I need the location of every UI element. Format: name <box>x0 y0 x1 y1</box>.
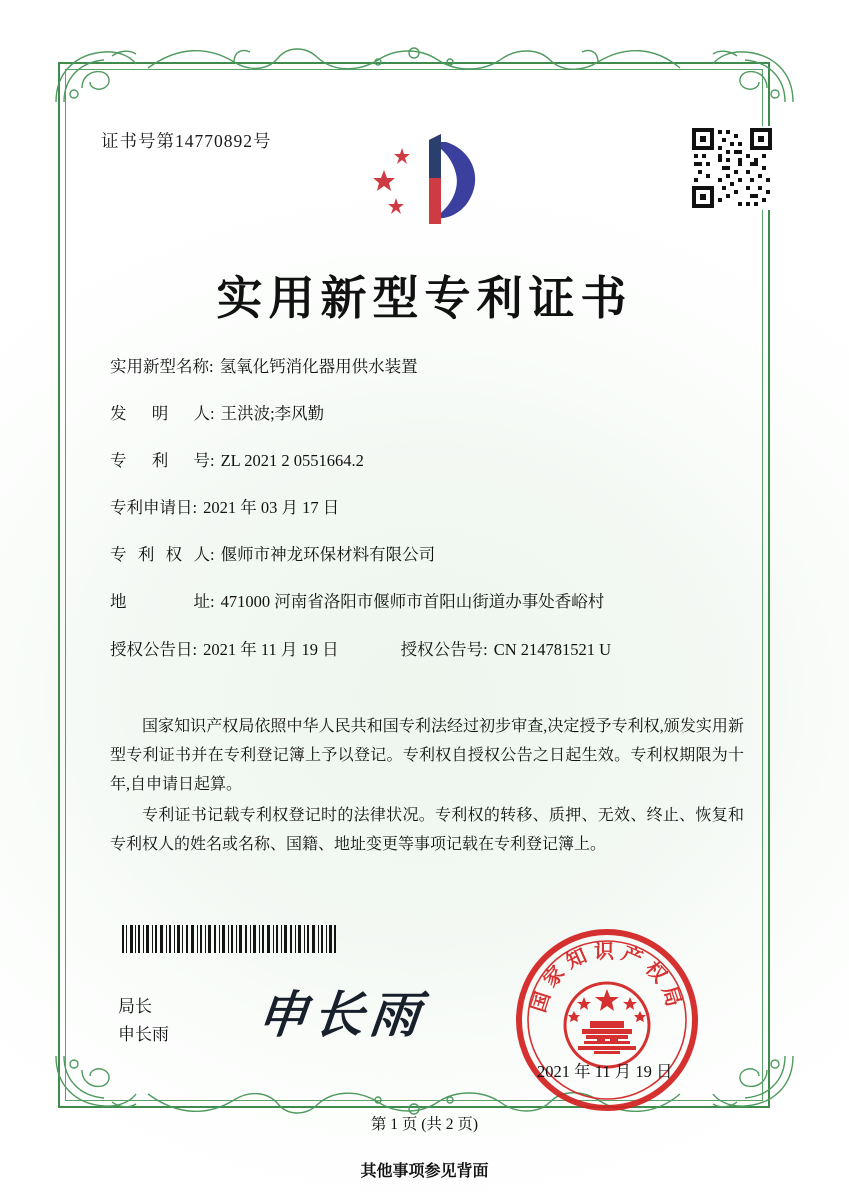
field-row-inventor <box>110 402 750 425</box>
field-value-grant-number: CN 214781521 U <box>493 639 612 659</box>
field-value-inventor: 王洪波;李风勤 <box>220 404 325 424</box>
field-label-address: 地址 <box>110 592 210 612</box>
certificate-number: 证书号第14770892号 <box>101 131 272 151</box>
official-seal <box>512 925 702 1115</box>
director-name: 申长雨 <box>118 1025 169 1044</box>
page-title: 实用新型专利证书 <box>216 271 633 325</box>
qr-code-icon <box>690 126 774 210</box>
field-label-application-date: 专利申请日: <box>110 498 198 518</box>
field-list <box>110 355 750 685</box>
field-value-patentee: 偃师市神龙环保材料有限公司 <box>220 545 436 565</box>
field-value-application-date: 2021 年 03 月 17 日 <box>203 498 340 518</box>
top-scroll-ornament <box>138 42 690 76</box>
paragraph-2: 专利证书记载专利权登记时的法律状况。专利权的转移、质押、无效、终止、恢复和专利权人的姓名或名称、国籍、地址变更等事项记载在专利登记簿上。 <box>110 807 744 853</box>
seal-date: 2021 年 11 月 19 日 <box>537 1062 673 1081</box>
field-row-patent-number <box>110 449 750 472</box>
field-label-inventor: 发明人 <box>110 404 210 424</box>
paragraph-1: 国家知识产权局依照中华人民共和国专利法经过初步审查,决定授予专利权,颁发实用新型专利证书并在专利登记簿上予以登记。专利权自授权公告之日起生效。专利权期限为十年,自申请日起算。 <box>110 718 744 793</box>
barcode <box>122 925 336 953</box>
field-colon-inventor: : <box>210 404 215 424</box>
field-row-grant <box>110 638 750 661</box>
handwritten-signature: 申长雨 <box>254 985 429 1044</box>
field-label-grant-number: 授权公告号: <box>400 639 488 659</box>
field-row-name <box>110 355 750 378</box>
field-label-grant-date: 授权公告日: <box>110 639 198 659</box>
field-colon-address: : <box>210 592 215 612</box>
field-colon-patent-number: : <box>210 451 215 471</box>
director-block <box>118 993 169 1049</box>
field-label-name: 实用新型名称: <box>110 357 214 376</box>
field-label-patentee: 专利权人 <box>110 545 210 565</box>
svg-text:国家知识产权局: 国家知识产权局 <box>525 939 689 1016</box>
page-number: 第 1 页 (共 2 页) <box>370 1116 479 1133</box>
body-text <box>110 712 744 861</box>
field-value-grant-date: 2021 年 11 月 19 日 <box>203 639 339 659</box>
director-label: 局长 <box>118 997 152 1016</box>
field-row-address <box>110 590 750 613</box>
field-value-address: 471000 河南省洛阳市偃师市首阳山街道办事处香峪村 <box>220 592 605 612</box>
back-side-note: 其他事项参见背面 <box>360 1163 489 1180</box>
field-label-patent-number: 专利号 <box>110 451 210 471</box>
field-value-name: 氢氧化钙消化器用供水装置 <box>219 357 418 376</box>
cnipa-logo-icon <box>372 126 492 231</box>
field-value-patent-number: ZL 2021 2 0551664.2 <box>220 451 364 471</box>
field-row-patentee <box>110 543 750 566</box>
field-row-application-date <box>110 496 750 519</box>
field-colon-patentee: : <box>210 545 215 565</box>
